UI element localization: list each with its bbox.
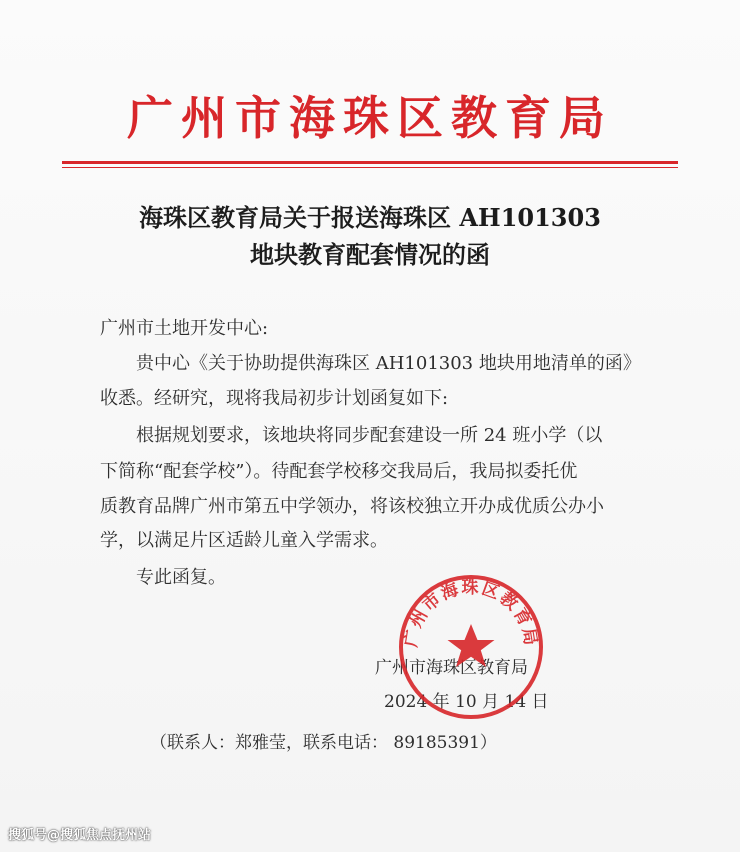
paragraph-2-line-3: 质教育品牌广州市第五中学领办，将该校独立开办成优质公办小 [100,496,604,517]
letterhead-org-name: 广州市海珠区教育局 [127,91,613,145]
seal-arc-text: 广州市海珠区教育局 [401,578,541,649]
paragraph-2-line-4: 学，以满足片区适龄儿童入学需求。 [100,530,388,551]
document-title-line-1: 海珠区教育局关于报送海珠区 AH101303 [139,203,601,232]
paragraph-2-line-1: 根据规划要求，该地块将同步配套建设一所 24 班小学（以 [136,425,603,446]
seal-star-icon [448,624,495,667]
letterhead-red-rule [62,161,678,164]
paragraph-2-line-2: 下简称“配套学校”）。待配套学校移交我局后，我局拟委托优 [100,461,578,482]
letter-addressee: 广州市土地开发中心: [100,318,269,339]
document-title-line-2: 地块教育配套情况的函 [250,240,490,269]
contact-info: （联系人：郑雅莹，联系电话： 89185391） [150,733,497,753]
letterhead-red-rule-thin [62,167,678,168]
signature-date: 2024 年 10 月 14 日 [384,692,549,712]
official-seal-stamp [396,572,546,722]
source-watermark: 搜狐号@搜狐焦点抚州站 [8,828,152,843]
signature-org: 广州市海珠区教育局 [375,658,528,678]
letter-closing: 专此函复。 [136,567,226,588]
paragraph-1-line-2: 收悉。经研究，现将我局初步计划函复如下: [100,388,449,409]
paragraph-1-line-1: 贵中心《关于协助提供海珠区 AH101303 地块用地清单的函》 [136,353,641,374]
